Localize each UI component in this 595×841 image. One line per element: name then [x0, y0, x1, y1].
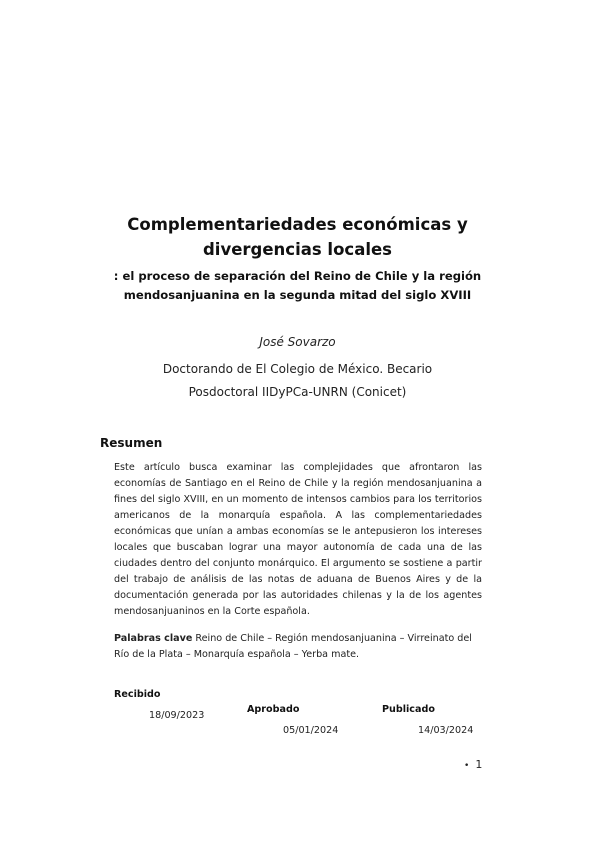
published-label: Publicado [382, 704, 435, 715]
received-date: 18/09/2023 [149, 710, 205, 721]
author-affiliation [120, 358, 475, 404]
keywords-label: Palabras clave [114, 633, 193, 644]
article-title [100, 212, 495, 262]
page-footer [464, 758, 482, 771]
title-line-2: divergencias locales [202, 240, 392, 259]
published-date: 14/03/2024 [418, 725, 474, 736]
keywords-text: Reino de Chile – Región mendosanjuanina – Virreinato del Río de la Plata – Monarquía española – Yerba mate. [114, 633, 472, 660]
footer-bullet: • [464, 761, 470, 771]
keywords [114, 631, 482, 663]
subtitle-line-1: : el proceso de separación del Reino de Chile y la región [113, 269, 482, 283]
article-subtitle [95, 267, 500, 305]
subtitle-line-2: mendosanjuanina en la segunda mitad del siglo XVIII [123, 288, 472, 302]
affiliation-line-2: Posdoctoral IIDyPCa-UNRN (Conicet) [188, 385, 407, 399]
approved-date: 05/01/2024 [283, 725, 339, 736]
abstract-heading: Resumen [100, 436, 163, 450]
author-name: José Sovarzo [259, 335, 336, 349]
affiliation-line-1: Doctorando de El Colegio de México. Becario [162, 362, 433, 376]
page-number: 1 [475, 758, 483, 771]
received-label: Recibido [114, 689, 161, 700]
abstract-text: Este artículo busca examinar las complejidades que afrontaron las economías de Santiago en el Reino de Chile y la región mendosanjuanina a fines del siglo XVIII, en un momento de intensos cambios para los territorios americanos de la monarquía española. A las complementariedades económicas que unían a ambas economías se le antepusieron los intereses locales que buscaban lograr una mayor autonomía de cada una de las ciudades dentro del conjunto monárquico. El argumento se sostiene a partir del trabajo de análisis de las notas de aduana de Buenos Aires y de la documentación generada por las autoridades chilenas y la de los agentes mendosanjuaninos en la Corte española. [114, 462, 482, 617]
title-line-1: Complementariedades económicas y [127, 215, 468, 234]
approved-label: Aprobado [247, 704, 300, 715]
